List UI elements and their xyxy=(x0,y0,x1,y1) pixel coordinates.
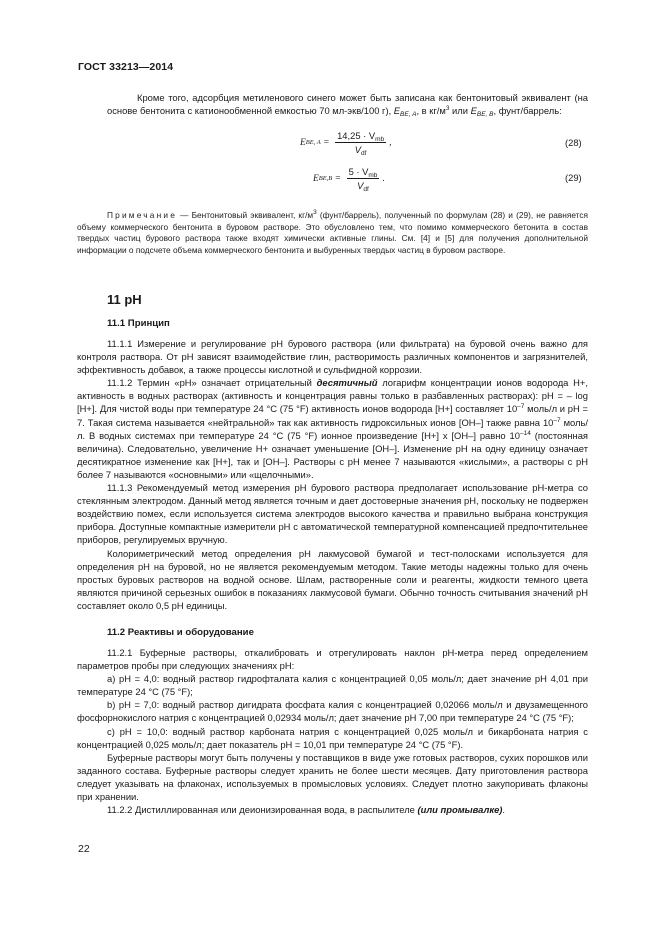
paragraph-11-1-2: 11.1.2 Термин «рН» означает отрицательный десятичный логарифм концентрации ионов водорода Н+, активность в водных растворах (активность и концентрация равны только в разбавленных растворах): рН = – log [Н+]. Для чистой воды при температуре 24 °С (75 °F) активность ионов водорода [Н+] составляет $10^{-7}$ моль/л и рН = 7. Такая система называется «нейтральной» так как активность гидроксильных ионов [ОН–] также равна $10^{-7}$ моль/л. В водных системах при температуре 24 °С (75 °F) ионное произведение [Н+] х [ОН–] равно $10^{-14}$ (постоянная величина). Следовательно, увеличение Н+ означает уменьшение [ОН–]. Изменение рН на одну единицу означает десятикратное изменение как [Н+], так и [ОН–]. Растворы с рН менее 7 называются «кислыми», а растворы с рН более 7 называются «основными» или «щелочными». xyxy=(77,377,588,480)
subsection-title-11-2: 11.2 Реактивы и оборудование xyxy=(107,627,254,638)
symbol-e-bea-sub: BE, A xyxy=(400,111,417,119)
formula-29-fraction xyxy=(347,166,380,191)
note-paragraph xyxy=(77,210,588,256)
document-header: ГОСТ 33213—2014 xyxy=(78,61,174,73)
note-text-b: (фунт/баррель), полученный по формулам (28) и (29), не равняется объему коммерческого бентонита в буровом растворе. Это обусловлено тем, что помимо коммерческого бетонита в состав твердых частиц бурового раствора также входят химически активные глины. См. [4] и [5] для получения дополнительной информации о подсчете объема коммерческого бентонита и выбуренных твердых частиц в буровом растворе. xyxy=(77,210,589,255)
formula-29-den-sub: df xyxy=(363,186,369,193)
page-number: 22 xyxy=(78,843,90,855)
formula-29-lhs: E xyxy=(313,173,319,184)
symbol-e-beb: E xyxy=(470,105,477,117)
formula-28-num-sub: mb xyxy=(375,136,385,143)
formula-28-fraction xyxy=(335,130,386,155)
symbol-e-bea: E xyxy=(393,105,401,117)
note-sup: 3 xyxy=(313,209,317,216)
paragraph-11-1-1: 11.1.1 Измерение и регулирование рН бурового раствора (или фильтрата) на буровой очень важно для контроля раствора. От рН зависят взаимодействие глин, растворимость различных компонентов и загрязнителей, эффективность добавок, а также процессы кислотной и сульфидной коррозии. xyxy=(77,338,588,376)
section-11-2-body xyxy=(77,646,588,816)
formula-28-den: V xyxy=(354,144,362,155)
paragraph-11-1-3: 11.1.3 Рекомендуемый метод измерения рН бурового раствора предполагает использование рН-метра со стеклянным электродом. Данный метод является точным и дает достоверные значения рН, поскольку не подвержен воздействию помех, если используется система электродов высокого качества и правильно выбрана конструкция прибора. Доступные компактные измерители рН с автоматической температурной компенсацией предпочтительнее приборов, регулируемых вручную. xyxy=(77,482,588,546)
formula-28-lhs: E xyxy=(300,137,306,148)
intro-paragraph xyxy=(107,91,588,117)
intro-text: Кроме того, адсорбция метиленового синего может быть записана как бентонитовый эквивалент (на основе бентонита с катионообменной емкостью 70 мл-экв/100 г), xyxy=(107,92,588,117)
list-item-c: с) рН = 10,0: водный раствор карбоната натрия с концентрацией 0,025 моль/л и бикарбоната натрия с концентрацией 0,025 моль/л; дает показатель рН = 10,01 при температуре 24 °С (75 °F). xyxy=(77,725,588,750)
section-11-1-body xyxy=(77,337,588,612)
subsection-title-11-1: 11.1 Принцип xyxy=(107,318,170,329)
intro-units-2: , фунт/баррель: xyxy=(493,105,562,117)
formula-29: E BE,B = $\frac{5 \cdot V_{mb}}{V_{df}}$ . xyxy=(313,166,385,193)
emphasis-wash-bottle: (или промывалке) xyxy=(417,804,503,816)
formula-28-den-sub: df xyxy=(361,150,367,157)
formula-28: E BE, A = $\frac{14,25 \cdot V_{mb}}{V_{df}}$ , xyxy=(300,130,392,157)
emphasis-decimal: десятичный xyxy=(316,377,378,389)
formula-29-num: 5 · V xyxy=(348,166,369,177)
paragraph-11-2-1: 11.2.1 Буферные растворы, откалибровать и отрегулировать наклон рН-метра перед определением параметров пробы при следующих значениях рН: xyxy=(77,647,588,672)
list-item-a: а) рН = 4,0: водный раствор гидрофталата калия с концентрацией 0,05 моль/л; дает значение рН 4,01 при температуре 24 °С (75 °F); xyxy=(77,673,588,698)
paragraph-11-2-2: 11.2.2 Дистиллированная или деионизированная вода, в распылителе (или промывалке). xyxy=(107,804,506,816)
paragraph-colorimetric: Колориметрический метод определения рН лакмусовой бумагой и тест-полосками используется для определения рН на буровой, но не является рекомендуемым методом. Такие методы надежны только для очень простых буровых растворов на водной основе. Шлам, растворенные соли и реагенты, жидкости темного цвета являются причиной серьезных ошибок в показаниях лакмусовой бумаги. Обычно точность считывания значений рН составляет около 0,5 рН единицы. xyxy=(77,547,588,611)
note-label: Примечание xyxy=(107,210,178,220)
formula-28-number: (28) xyxy=(565,137,582,148)
formula-29-num-sub: mb xyxy=(368,172,378,179)
intro-units-sup: 3 xyxy=(445,105,450,113)
formula-29-tail: . xyxy=(382,173,385,184)
section-title: 11 рН xyxy=(107,292,142,307)
formula-29-eq: = xyxy=(335,173,341,184)
formula-28-tail: , xyxy=(389,137,392,148)
formula-28-num: 14,25 · V xyxy=(337,130,376,141)
formula-28-eq: = xyxy=(323,137,330,148)
note-text-a: — Бентонитовый эквивалент, кг/м xyxy=(177,210,314,220)
intro-or: или xyxy=(449,105,471,117)
symbol-e-beb-sub: BE, B xyxy=(476,111,494,119)
intro-units-1: , в кг/м xyxy=(416,105,446,117)
formula-29-den: V xyxy=(357,180,364,191)
paragraph-buffer-storage: Буферные растворы могут быть получены у поставщиков в виде уже готовых растворов, сухих порошков или заданного состава. Буферные растворы следует хранить не более шести месяцев. Дату приготовления раствора следует указывать на флаконах, используемых в промысловых условиях. Следует плотно закупоривать флаконы при хранении. xyxy=(77,751,588,803)
list-item-b: b) рН = 7,0: водный раствор дигидрата фосфата калия с концентрацией 0,02066 моль/л и двузамещенного фосфорнокислого натрия с концентрацией 0,02934 моль/л; дает значение рН 7,00 при температуре 24 °С (75 °F); xyxy=(77,699,588,724)
formula-29-number: (29) xyxy=(565,172,582,183)
